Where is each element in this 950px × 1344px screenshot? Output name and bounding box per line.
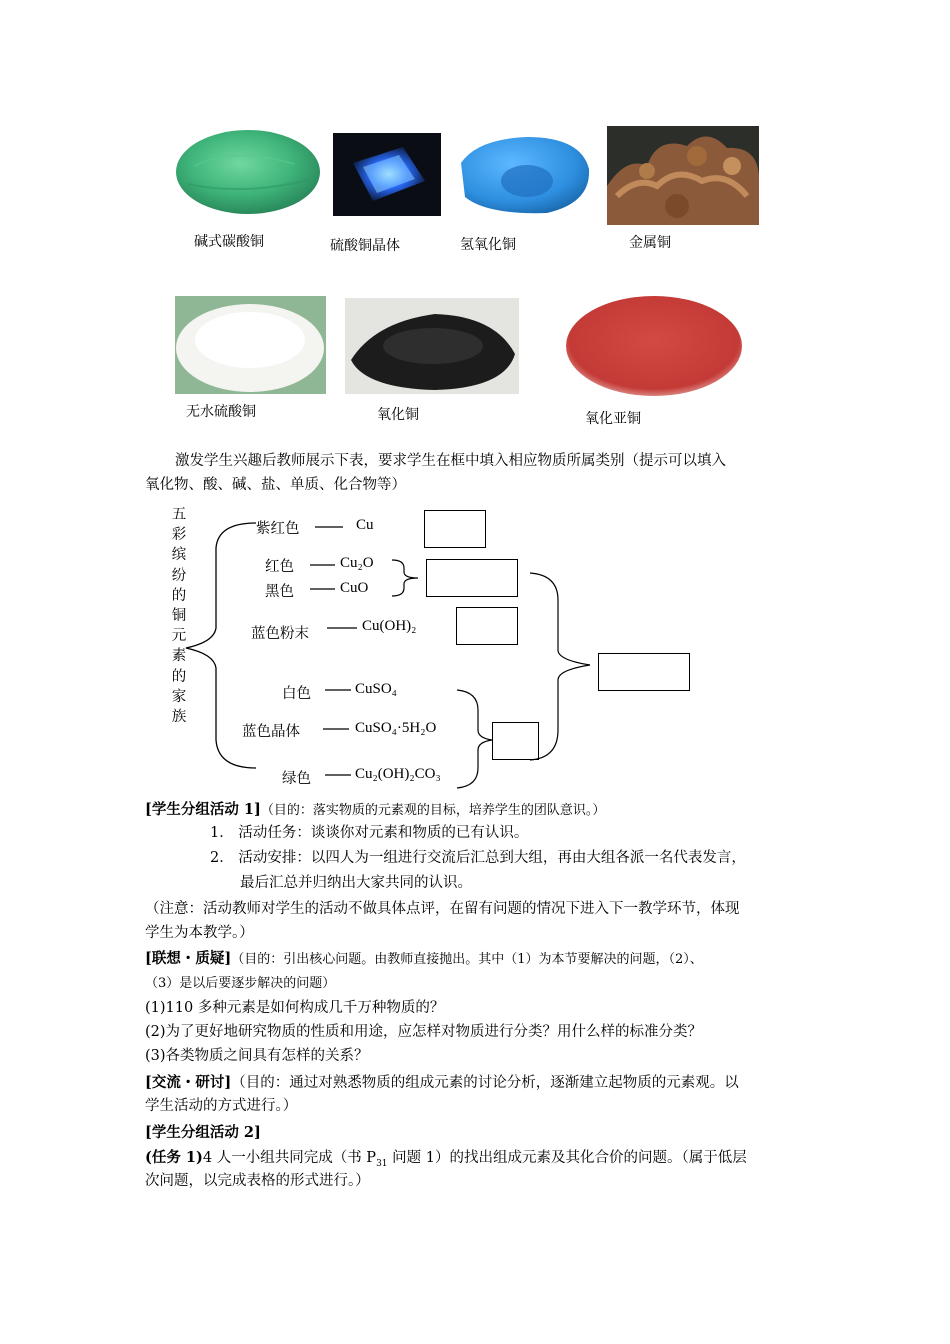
activity1-item-2b: 最后汇总并归纳出大家共同的认识。 bbox=[240, 875, 472, 891]
caption-copper-sulfate-crystal: 硫酸铜晶体 bbox=[330, 238, 400, 254]
activity2-task-page-sub: 31 bbox=[376, 1158, 388, 1169]
formula-cuo: CuO bbox=[340, 580, 369, 596]
color-label-red: 红色 bbox=[265, 559, 294, 575]
formula-cu2o: Cu₂O bbox=[340, 555, 374, 571]
intro-line-2: 氧化物、酸、碱、盐、单质、化合物等） bbox=[145, 477, 406, 493]
jiaoliu-purpose-2: 学生活动的方式进行。） bbox=[145, 1098, 298, 1114]
answer-box-compound[interactable] bbox=[598, 653, 690, 691]
formula-cuso4: CuSO₄ bbox=[355, 681, 397, 697]
activity2-task-label: (任务 1) bbox=[145, 1149, 203, 1166]
caption-metallic-copper: 金属铜 bbox=[629, 235, 671, 251]
jiaoliu-heading: [交流・研讨] bbox=[145, 1074, 232, 1091]
activity1-heading: [学生分组活动 1] bbox=[145, 801, 261, 818]
activity1-purpose: （目的：落实物质的元素观的目标，培养学生的团队意识。） bbox=[260, 803, 606, 818]
activity1-line bbox=[145, 798, 605, 822]
answer-box-cu[interactable] bbox=[424, 510, 486, 548]
lianxiang-purpose-1: （目的：引出核心问题。由教师直接抛出。其中（1）为本节要解决的问题，（2）、 bbox=[231, 952, 703, 967]
activity1-item-1: 1． 活动任务：谈谈你对元素和物质的已有认识。 bbox=[210, 825, 529, 841]
answer-box-cu-oh-2[interactable] bbox=[456, 607, 518, 645]
jiaoliu-line-1 bbox=[145, 1071, 739, 1095]
jiaoliu-purpose-1: （目的：通过对熟悉物质的组成元素的讨论分析，逐渐建立起物质的元素观。以 bbox=[231, 1075, 739, 1091]
diagram-vertical-title: 五彩缤纷的铜元素的家族 bbox=[171, 507, 187, 726]
lianxiang-heading: [联想・质疑] bbox=[145, 950, 232, 967]
answer-box-salts[interactable] bbox=[492, 722, 539, 760]
formula-basic-copper-carbonate: Cu₂(OH)₂CO₃ bbox=[355, 766, 441, 782]
question-1: (1)110 多种元素是如何构成几千万种物质的？ bbox=[145, 1000, 445, 1016]
lianxiang-line-1 bbox=[145, 947, 703, 971]
caption-basic-copper-carbonate: 碱式碳酸铜 bbox=[194, 234, 264, 250]
activity1-note-1: （注意：活动教师对学生的活动不做具体点评，在留有问题的情况下进入下一教学环节，体现 bbox=[145, 901, 740, 917]
color-label-green: 绿色 bbox=[282, 771, 311, 787]
caption-anhydrous-copper-sulfate: 无水硫酸铜 bbox=[186, 404, 256, 420]
activity2-task-text-1b: 问题 1）的找出组成元素及其化合价的问题。（属于低层 bbox=[387, 1150, 747, 1166]
question-3: (3)各类物质之间具有怎样的关系？ bbox=[145, 1048, 369, 1064]
formula-cuso4-5h2o: CuSO₄·5H₂O bbox=[355, 720, 437, 736]
intro-line-1: 激发学生兴趣后教师展示下表，要求学生在框中填入相应物质所属类别（提示可以填入 bbox=[175, 453, 726, 469]
color-label-purple-red: 紫红色 bbox=[256, 521, 300, 537]
color-label-white: 白色 bbox=[282, 686, 311, 702]
color-label-blue-crystal: 蓝色晶体 bbox=[242, 724, 300, 740]
caption-cuprous-oxide: 氧化亚铜 bbox=[585, 411, 641, 427]
activity1-note-2: 学生为本教学。） bbox=[145, 925, 254, 941]
formula-cu: Cu bbox=[356, 517, 374, 533]
lianxiang-purpose-2: （3）是以后要逐步解决的问题） bbox=[145, 976, 336, 991]
activity2-task-line-2: 次问题，以完成表格的形式进行。） bbox=[145, 1173, 370, 1189]
activity1-item-2a: 2． 活动安排：以四人为一组进行交流后汇总到大组，再由大组各派一名代表发言， bbox=[210, 850, 746, 866]
caption-copper-hydroxide: 氢氧化铜 bbox=[460, 237, 516, 253]
caption-copper-oxide: 氧化铜 bbox=[377, 407, 419, 423]
formula-cu-oh-2: Cu(OH)₂ bbox=[362, 618, 417, 634]
question-2: (2)为了更好地研究物质的性质和用途，应怎样对物质进行分类？用什么样的标准分类？ bbox=[145, 1024, 703, 1040]
activity2-heading: [学生分组活动 2] bbox=[145, 1124, 261, 1141]
activity2-task-text-1: 4 人一小组共同完成（书 P bbox=[202, 1150, 377, 1166]
color-label-black: 黑色 bbox=[265, 584, 294, 600]
answer-box-oxides[interactable] bbox=[426, 559, 518, 597]
color-label-blue-powder: 蓝色粉末 bbox=[251, 626, 309, 642]
